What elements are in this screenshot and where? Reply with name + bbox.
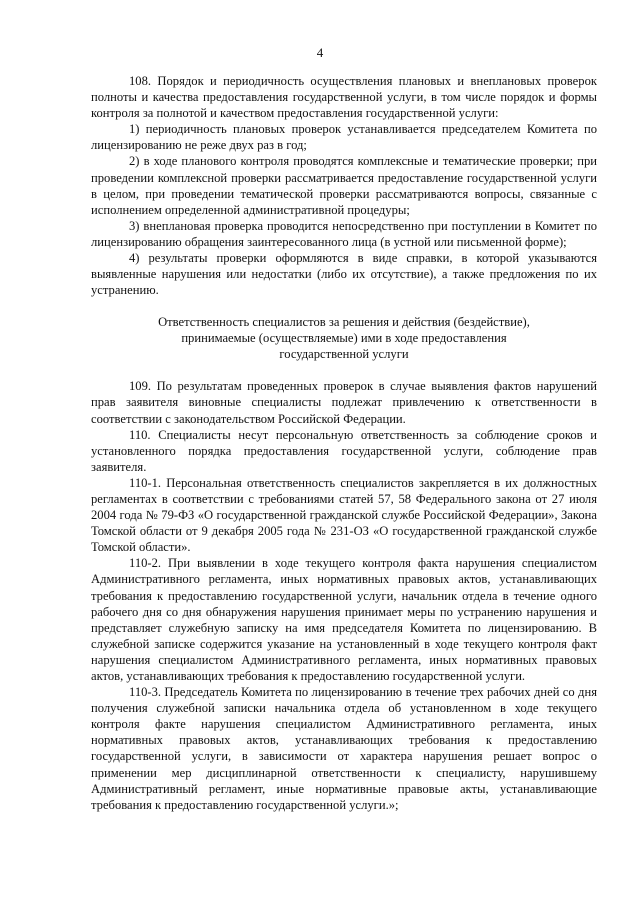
paragraph-110-2: 110-2. При выявлении в ходе текущего контроля факта нарушения специалистом Административного регламента, иных нормативных правовых актов, устанавливающих требования к предоставлению государственной услуги, начальник отдела в течение одного рабочего дня со дня обнаружения нарушения принимает меры по устранению нарушения и представляет служебную записку на имя председателя Комитета по лицензированию. В служебной записке содержится указание на установленный в ходе текущего контроля факт нарушения специалистом Административного регламента, иных нормативных правовых актов, устанавливающих требования к предоставлению государственной услуги. [91, 556, 597, 683]
paragraph-109: 109. По результатам проведенных проверок в случае выявления фактов нарушений прав заявителя виновные специалисты подлежат привлечению к ответственности в соответствии с законодательством Российской Федерации. [91, 379, 597, 426]
paragraph-108-item-3: 3) внеплановая проверка проводится непосредственно при поступлении в Комитет по лицензированию обращения заинтересованного лица (в устной или письменной форме); [91, 218, 597, 249]
paragraph-108-item-4: 4) результаты проверки оформляются в виде справки, в которой указываются выявленные нарушения или недостатки (либо их отсутствие), а также предложения по их устранению. [91, 251, 597, 298]
section-heading [91, 314, 597, 362]
section-heading-line: государственной услуги [279, 347, 409, 362]
section-heading-line: Ответственность специалистов за решения и действия (бездействие), [158, 315, 530, 330]
paragraph-110: 110. Специалисты несут персональную ответственность за соблюдение сроков и установленного порядка предоставления государственной услуги, соблюдение прав заявителя. [91, 427, 597, 474]
paragraph-108: 108. Порядок и периодичность осуществления плановых и внеплановых проверок полноты и качества предоставления государственной услуги, в том числе порядок и формы контроля за полнотой и качеством предоставления государственной услуги: [91, 74, 597, 121]
document-body [91, 73, 597, 813]
section-heading-line: принимаемые (осуществляемые) ими в ходе предоставления [181, 331, 507, 346]
paragraph-108-item-1: 1) периодичность плановых проверок устанавливается председателем Комитета по лицензированию не реже двух раз в год; [91, 122, 597, 153]
paragraph-110-1: 110-1. Персональная ответственность специалистов закрепляется в их должностных регламентах в соответствии с требованиями статей 57, 58 Федерального закона от 27 июля 2004 года № 79-ФЗ «О государственной гражданской службе Российской Федерации», Закона Томской области от 9 декабря 2005 года № 231-ОЗ «О государственной гражданской службе Томской области». [91, 475, 597, 555]
page-number: 4 [316, 45, 324, 60]
paragraph-108-item-2: 2) в ходе планового контроля проводятся комплексные и тематические проверки; при проведении комплексной проверки рассматривается предоставление государственной услуги в целом, при проведении тематической проверки рассматриваются вопросы, связанные с исполнением определенной административной процедуры; [91, 154, 597, 217]
paragraph-110-3: 110-3. Председатель Комитета по лицензированию в течение трех рабочих дней со дня получения служебной записки начальника отдела об установленном в ходе текущего контроля факте нарушения специалистом Административного регламента, иных нормативных правовых актов, устанавливающих требования к предоставлению государственной услуги, в зависимости от характера нарушения решает вопрос о применении мер дисциплинарной ответственности к специалисту, нарушившему Административный регламент, иные нормативные правовые акты, устанавливающие требования к предоставлению государственной услуги.»; [91, 685, 597, 812]
